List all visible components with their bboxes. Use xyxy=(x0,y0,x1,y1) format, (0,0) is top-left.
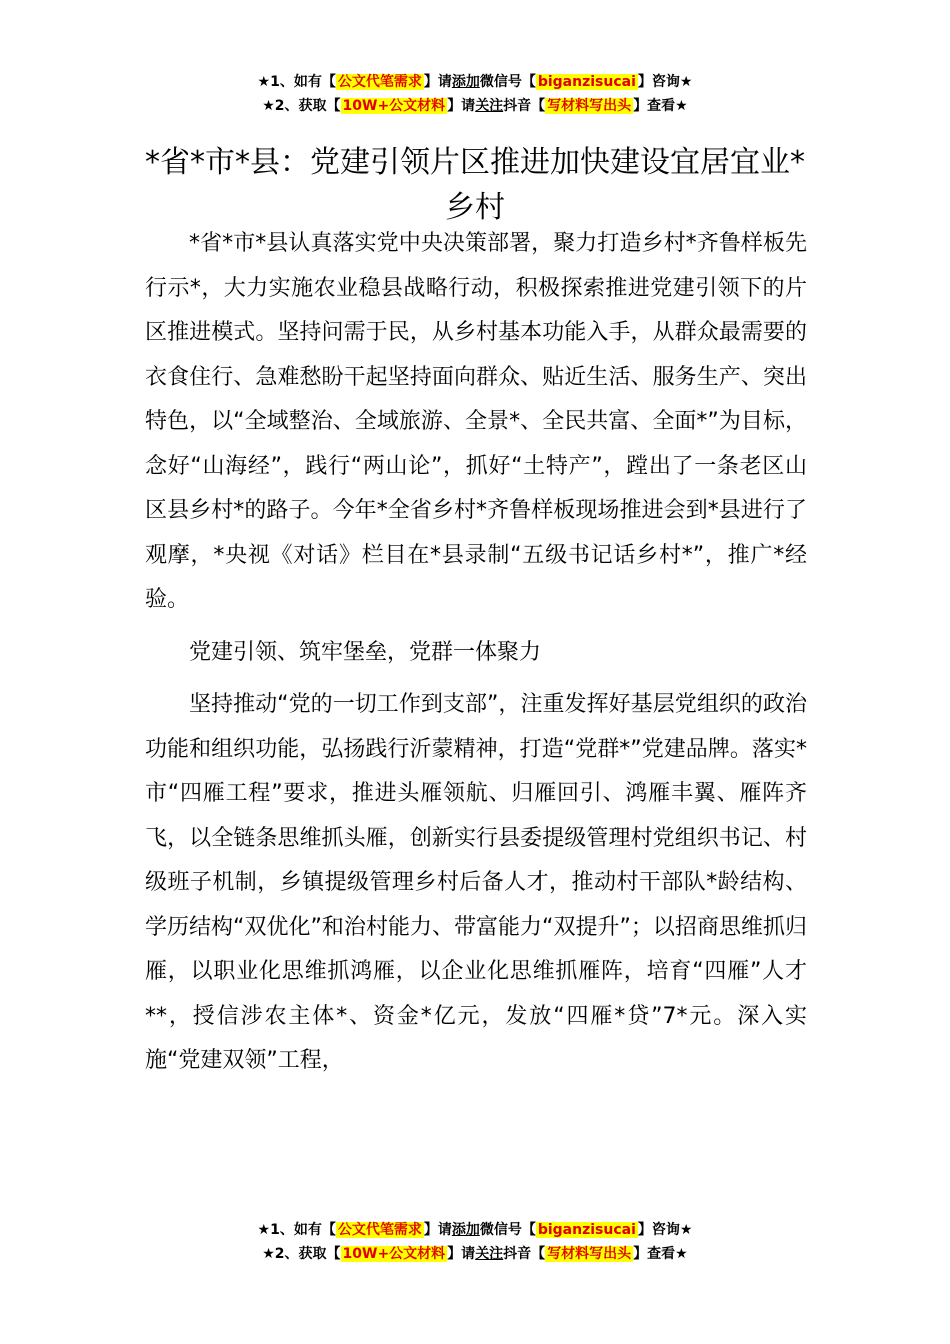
banner-line-1 xyxy=(0,70,950,94)
header-banner xyxy=(0,70,950,118)
paragraph-intro: *省*市*县认真落实党中央决策部署，聚力打造乡村*齐鲁样板先行示*，大力实施农业稳县战略行动，积极探索推进党建引领下的片区推进模式。坚持问需于民，从乡村基本功能入手，从群众最需要的衣食住行、急难愁盼干起坚持面向群众、贴近生活、服务生产、突出特色，以“全域整治、全域旅游、全景*、全民共富、全面*”为目标，念好“山海经”，践行“两山论”，抓好“土特产”，蹚出了一条老区山区县乡村*的路子。今年*全省乡村*齐鲁样板现场推进会到*县进行了观摩，*央视《对话》栏目在*县录制“五级书记话乡村*”，推广*经验。 xyxy=(145,231,807,612)
document-body xyxy=(145,222,807,1084)
banner-highlight-douyin: 写材料写出头 xyxy=(547,98,632,114)
banner-text: 微信号【 xyxy=(479,74,536,90)
banner-text: 】请 xyxy=(423,1222,452,1238)
paragraph-section-1: 坚持推动“党的一切工作到支部”，注重发挥好基层党组织的政治功能和组织功能，弘扬践行沂蒙精神，打造“党群*”党建品牌。落实*市“四雁工程”要求，推进头雁领航、归雁回引、鸿雁丰翼、雁阵齐飞，以全链条思维抓头雁，创新实行县委提级管理村党组织书记、村级班子机制，乡镇提级管理乡村后备人才，推动村干部队*龄结构、学历结构“双优化”和治村能力、带富能力“双提升”；以招商思维抓归雁，以职业化思维抓鸿雁，以企业化思维抓雁阵，培育“四雁”人才**，授信涉农主体*、资金*亿元，发放“四雁*贷”7*元。深入实施“党建双领”工程， xyxy=(145,692,807,1073)
banner-underlined: 添加 xyxy=(451,74,480,90)
banner-line-1 xyxy=(0,1218,950,1242)
banner-line-2 xyxy=(0,1242,950,1266)
footer-banner xyxy=(0,1218,950,1266)
banner-text: ★2、获取【 xyxy=(262,98,341,114)
banner-text: 】请 xyxy=(447,1246,476,1262)
banner-highlight: 10W+公文材料 xyxy=(342,1246,446,1262)
document-title: *省*市*县：党建引领片区推进加快建设宜居宜业*乡村 xyxy=(145,145,805,226)
banner-text: ★1、如有【 xyxy=(257,74,336,90)
banner-text: 】咨询★ xyxy=(637,1222,693,1238)
banner-highlight-wechat: biganzisucai xyxy=(537,1222,636,1238)
banner-text: 微信号【 xyxy=(479,1222,536,1238)
banner-highlight-wechat: biganzisucai xyxy=(537,74,636,90)
banner-text: ★2、获取【 xyxy=(262,1246,341,1262)
banner-text: ★1、如有【 xyxy=(257,1222,336,1238)
banner-text: 抖音【 xyxy=(503,1246,546,1262)
banner-text: 】查看★ xyxy=(633,98,688,114)
banner-underlined: 关注 xyxy=(475,98,504,114)
banner-text: 】请 xyxy=(423,74,452,90)
banner-line-2 xyxy=(0,94,950,118)
banner-highlight: 公文代笔需求 xyxy=(337,74,422,90)
banner-highlight: 10W+公文材料 xyxy=(342,98,446,114)
banner-text: 】请 xyxy=(447,98,476,114)
banner-text: 】咨询★ xyxy=(637,74,693,90)
banner-underlined: 关注 xyxy=(475,1246,504,1262)
banner-text: 抖音【 xyxy=(503,98,546,114)
banner-highlight: 公文代笔需求 xyxy=(337,1222,422,1238)
banner-text: 】查看★ xyxy=(633,1246,688,1262)
section-heading: 党建引领、筑牢堡垒，党群一体聚力 xyxy=(189,639,542,665)
banner-highlight-douyin: 写材料写出头 xyxy=(547,1246,632,1262)
banner-underlined: 添加 xyxy=(451,1222,480,1238)
